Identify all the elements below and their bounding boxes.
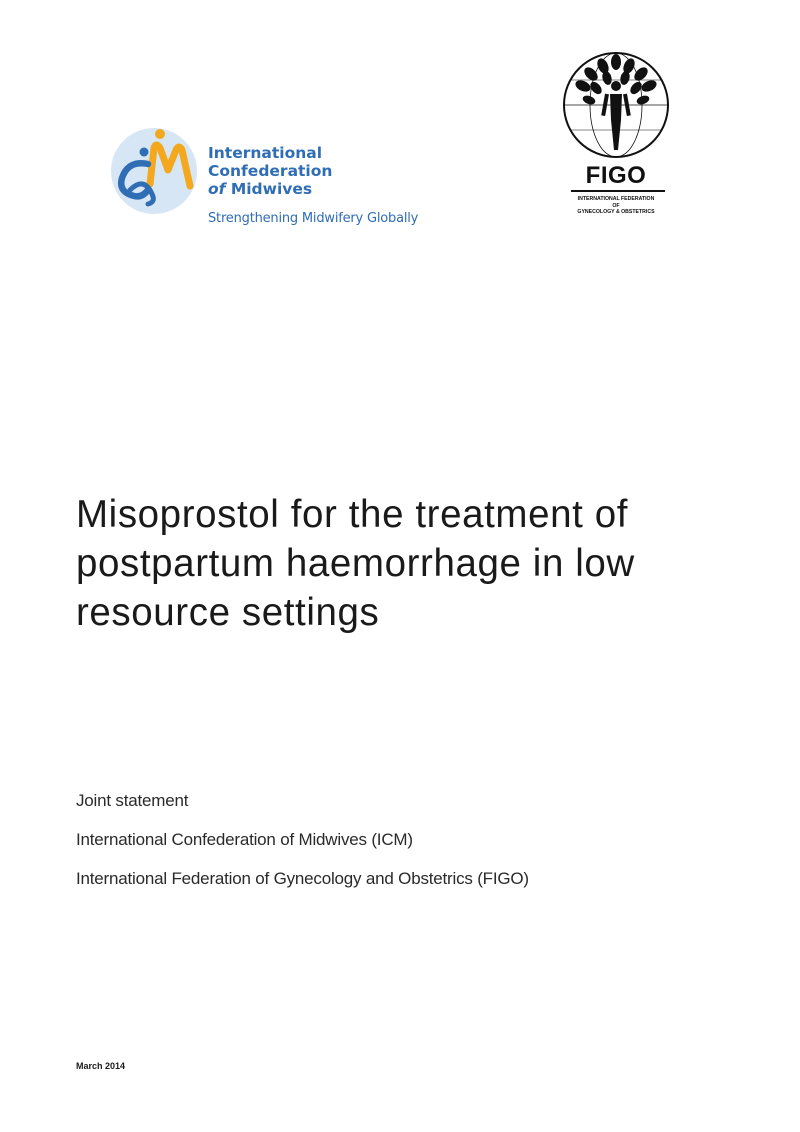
statement-block [76,790,756,907]
figo-logo [561,50,671,225]
organization-figo: International Federation of Gynecology and Obstetrics (FIGO) [76,869,529,888]
icm-name-of: of [208,180,226,198]
icm-tagline: Strengthening Midwifery Globally [208,211,419,226]
icm-logo [108,126,419,236]
figo-subtitle [555,196,677,216]
figo-subtitle-line-1: INTERNATIONAL FEDERATION [577,196,655,202]
icm-name-line-3 [208,180,332,198]
icm-emblem-icon [108,126,200,216]
icm-name [208,144,332,198]
document-date: March 2014 [76,1061,126,1071]
figo-name: FIGO [585,162,647,189]
document-title: Misoprostol for the treatment of postpartum haemorrhage in low resource settings [76,493,635,634]
figo-subtitle-line-3: GYNECOLOGY & OBSTETRICS [577,209,655,215]
figo-divider [571,190,665,192]
figo-subtitle-line-2: OF [612,202,620,209]
icm-name-midwives: Midwives [230,180,313,198]
figo-tree-emblem-icon [561,50,671,160]
icm-name-line-2: Confederation [208,162,333,180]
icm-name-line-1: International [208,144,323,162]
organization-icm: International Confederation of Midwives (ICM) [76,830,413,849]
statement-type: Joint statement [76,791,189,810]
